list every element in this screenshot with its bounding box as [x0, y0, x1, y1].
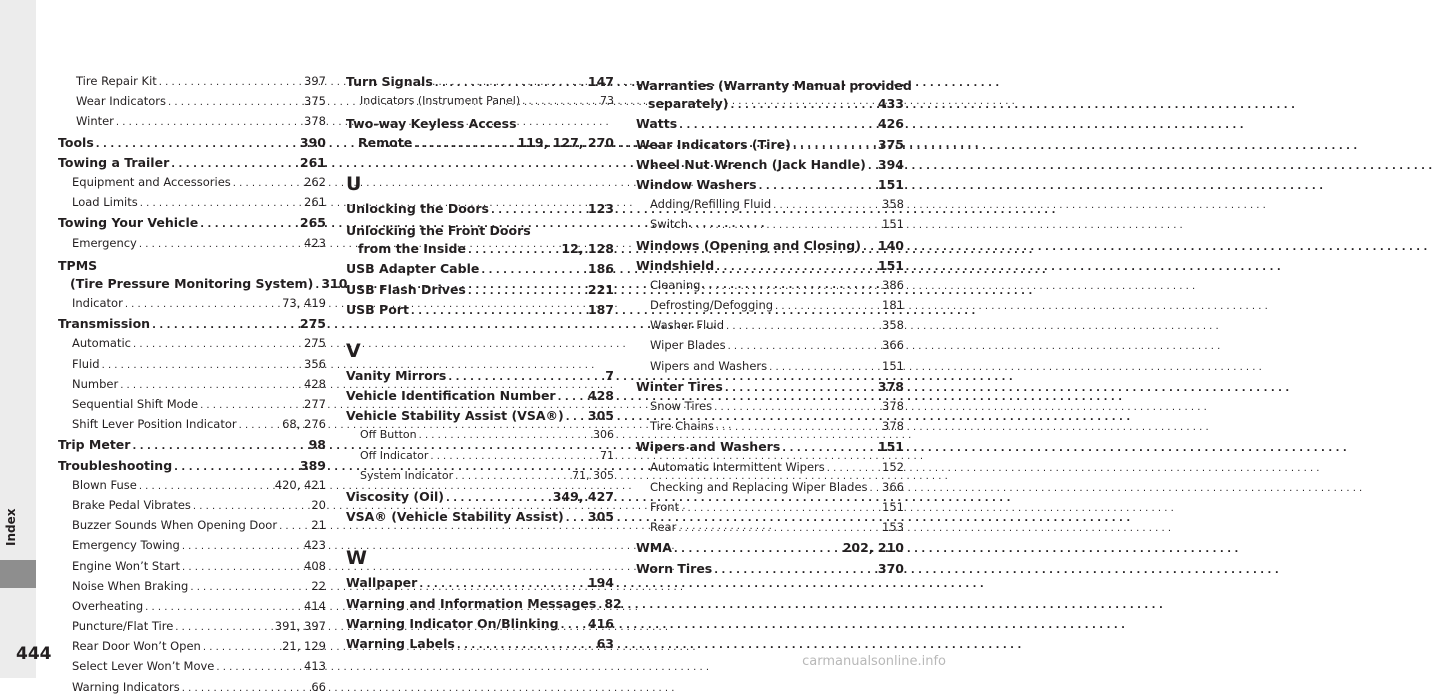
index-entry[interactable]: Brake Pedal Vibrates . . . 20 [58, 498, 326, 518]
index-entry[interactable]: Winter . . . 378 [58, 114, 326, 134]
index-entry[interactable]: USB Flash Drives . . . 221 [346, 282, 614, 302]
index-entry[interactable]: Windows (Opening and Closing) . . . 140 [636, 238, 904, 258]
index-entry[interactable]: Checking and Replacing Wiper Blades . . . 366 [636, 480, 904, 500]
index-entry[interactable]: Sequential Shift Mode . . . 277 [58, 397, 326, 417]
index-entry[interactable]: from the Inside . . . 12, 128 [346, 241, 614, 261]
index-entry-heading: Unlocking the Front Doors [346, 222, 531, 238]
section-tab-label: Index [4, 508, 18, 546]
index-entry-heading: TPMS [58, 257, 98, 273]
index-entry[interactable]: Warning Labels . . . 63 [346, 636, 614, 656]
index-entry[interactable]: Transmission . . . 275 [58, 316, 326, 336]
index-entry[interactable]: Engine Won’t Start . . . 408 [58, 559, 326, 579]
index-entry[interactable]: Warning Indicator On/Blinking . . . 416 [346, 616, 614, 636]
page-number: 444 [16, 644, 52, 664]
index-entry[interactable]: Adding/Refilling Fluid . . . 358 [636, 197, 904, 217]
index-entry-heading: Two-way Keyless Access [346, 116, 517, 132]
index-entry[interactable]: Load Limits . . . 261 [58, 195, 326, 215]
index-entry[interactable]: Equipment and Accessories . . . 262 [58, 175, 326, 195]
index-entry[interactable]: Trip Meter . . . 98 [58, 437, 326, 457]
index-entry[interactable]: Select Lever Won’t Move . . . 413 [58, 659, 326, 679]
index-entry[interactable]: Indicators (Instrument Panel) . . . 73 [346, 94, 614, 114]
index-entry[interactable]: Windshield . . . 151 [636, 258, 904, 278]
index-entry[interactable]: Troubleshooting . . . 389 [58, 458, 326, 478]
index-entry[interactable]: Rear . . . 153 [636, 520, 904, 540]
index-entry[interactable]: Number . . . 428 [58, 377, 326, 397]
index-entry[interactable]: Fluid . . . 356 [58, 357, 326, 377]
index-sidebar [0, 0, 36, 678]
index-entry[interactable]: Wheel Nut Wrench (Jack Handle) . . . 394 [636, 157, 904, 177]
index-entry[interactable]: Emergency . . . 423 [58, 236, 326, 256]
index-entry[interactable]: Wipers and Washers . . . 151 [636, 439, 904, 459]
index-entry[interactable]: Off Indicator . . . 71 [346, 449, 614, 469]
index-entry[interactable]: Vehicle Identification Number . . . 428 [346, 388, 614, 408]
index-entry[interactable]: Automatic . . . 275 [58, 336, 326, 356]
index-entry[interactable]: Overheating . . . 414 [58, 599, 326, 619]
index-entry[interactable]: Warning Indicators . . . 66 [58, 680, 326, 700]
index-entry[interactable]: Tire Chains . . . 378 [636, 419, 904, 439]
index-entry[interactable]: (Tire Pressure Monitoring System) . . . 310 [58, 276, 326, 296]
index-entry[interactable]: Washer Fluid . . . 358 [636, 318, 904, 338]
index-entry[interactable]: Turn Signals . . . 147 [346, 74, 614, 94]
index-entry[interactable]: Puncture/Flat Tire . . . 391, 397 [58, 619, 326, 639]
index-entry[interactable]: Defrosting/Defogging . . . 181 [636, 298, 904, 318]
index-letter-heading: V [346, 339, 361, 362]
index-entry[interactable]: Tools . . . 390 [58, 135, 326, 155]
index-entry[interactable]: Vanity Mirrors . . . 7 [346, 368, 614, 388]
index-entry[interactable]: Blown Fuse . . . 420, 421 [58, 478, 326, 498]
index-entry[interactable]: VSA® (Vehicle Stability Assist) . . . 305 [346, 509, 614, 529]
index-entry[interactable]: Buzzer Sounds When Opening Door . . . 21 [58, 518, 326, 538]
index-column-1 [58, 74, 348, 700]
index-entry[interactable]: Automatic Intermittent Wipers . . . 152 [636, 460, 904, 480]
index-entry[interactable]: Wear Indicators . . . 375 [58, 94, 326, 114]
index-entry[interactable]: Tire Repair Kit . . . 397 [58, 74, 326, 94]
index-entry[interactable]: Cleaning . . . 386 [636, 278, 904, 298]
index-entry[interactable]: Window Washers . . . 151 [636, 177, 904, 197]
index-entry[interactable]: USB Port . . . 187 [346, 302, 614, 322]
index-entry[interactable]: System Indicator . . . 71, 305 [346, 469, 614, 489]
index-letter-heading: W [346, 547, 367, 570]
index-entry[interactable]: Remote . . . 119, 127, 270 [346, 135, 614, 155]
index-entry[interactable]: Rear Door Won’t Open . . . 21, 129 [58, 639, 326, 659]
index-entry[interactable]: Off Button . . . 306 [346, 428, 614, 448]
index-column-3 [636, 76, 912, 581]
index-entry[interactable]: Towing a Trailer . . . 261 [58, 155, 326, 175]
index-entry[interactable]: Wiper Blades . . . 366 [636, 338, 904, 358]
index-entry[interactable]: Indicator . . . 73, 419 [58, 296, 326, 316]
index-letter-heading: U [346, 172, 362, 195]
index-entry[interactable]: Front . . . 151 [636, 500, 904, 520]
index-column-2 [346, 74, 622, 656]
index-entry[interactable]: Wallpaper . . . 194 [346, 575, 614, 595]
index-entry[interactable]: Switch . . . 151 [636, 217, 904, 237]
index-entry[interactable]: WMA . . . 202, 210 [636, 540, 904, 560]
index-entry[interactable]: Warning and Information Messages . . . 82 [346, 596, 614, 616]
index-entry[interactable]: Emergency Towing . . . 423 [58, 538, 326, 558]
index-entry[interactable]: Vehicle Stability Assist (VSA®) . . . 305 [346, 408, 614, 428]
index-entry[interactable]: Watts . . . 426 [636, 116, 904, 136]
index-entry[interactable]: Towing Your Vehicle . . . 265 [58, 215, 326, 235]
index-entry[interactable]: separately) . . . 433 [636, 96, 904, 116]
index-entry[interactable]: Wear Indicators (Tire) . . . 375 [636, 137, 904, 157]
index-entry[interactable]: Worn Tires . . . 370 [636, 561, 904, 581]
index-entry[interactable]: Snow Tires . . . 378 [636, 399, 904, 419]
index-entry[interactable]: Unlocking the Doors . . . 123 [346, 201, 614, 221]
index-entry[interactable]: USB Adapter Cable . . . 186 [346, 261, 614, 281]
watermark: carmanualsonline.info [802, 654, 946, 669]
index-entry-heading: Warranties (Warranty Manual provided [636, 78, 912, 93]
index-entry[interactable]: Wipers and Washers . . . 151 [636, 359, 904, 379]
index-entry[interactable]: Noise When Braking . . . 22 [58, 579, 326, 599]
section-tab-marker [0, 560, 36, 588]
index-entry[interactable]: Viscosity (Oil) . . . 349, 427 [346, 489, 614, 509]
index-entry[interactable]: Shift Lever Position Indicator . . . 68, 276 [58, 417, 326, 437]
index-entry[interactable]: Winter Tires . . . 378 [636, 379, 904, 399]
